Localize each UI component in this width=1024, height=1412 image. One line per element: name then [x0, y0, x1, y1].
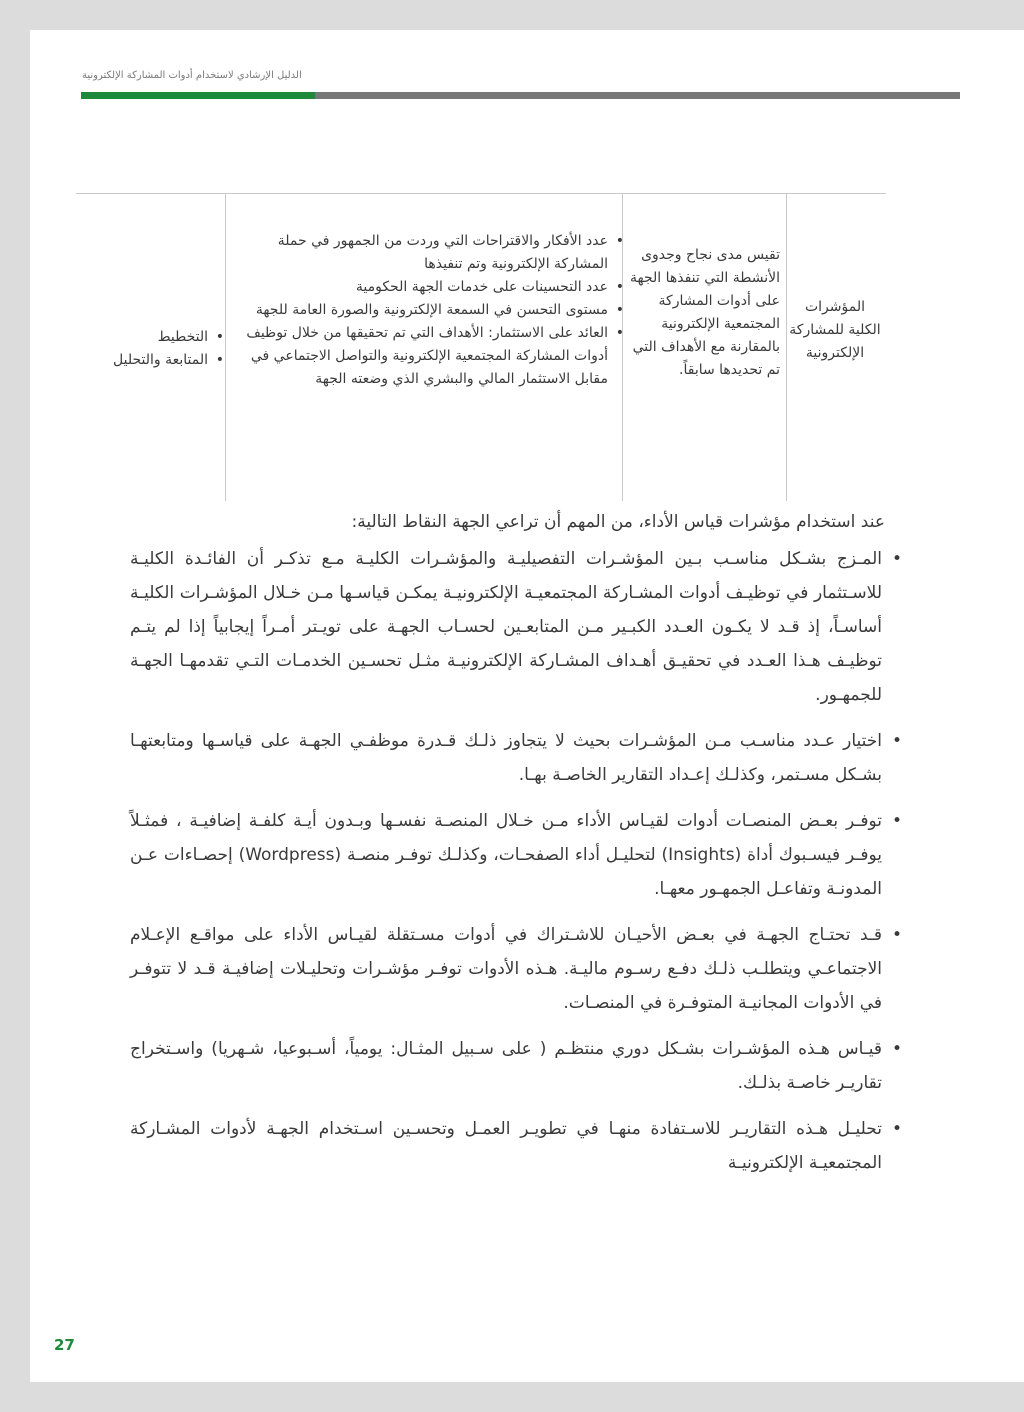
metric-item: • عدد الأفكار والاقتراحات التي وردت من الجمهور في حملة المشاركة الإلكترونية وتم تنفيذها [228, 230, 608, 276]
guideline-item: • قـد تحتـاج الجهـة في بعـض الأحيـان للاشـتراك في أدوات مسـتقلة لقيـاس الأداء على مواقـع الإعـلام الاجتماعـي ويتطلـب ذلـك دفـع رسـوم ماليـة. هـذه الأدوات توفـر مؤشـرات وتحليـلات إضافيـة قـد لا تتوفـر في الأدوات المجانيـة المتوفـرة في المنصـات. [130, 918, 882, 1020]
guideline-item: • المـزج بشـكل مناسـب بـين المؤشـرات التفصيليـة والمؤشـرات الكليـة مـع تذكـر أن الفائـدة الكليـة للاسـتثمار في توظيـف أدوات المشـاركة المجتمعيـة الإلكترونيـة يمكـن قياسـها مـن خـلال المؤشـرات الكليـة أساسـاً، إذ قـد لا يكـون العـدد الكبـير مـن المتابعـين لحسـاب الجهـة على تويـتر أمـراً إيجابياً إذا لم يتـم توظيـف هـذا العـدد في تحقيـق أهـداف المشـاركة الإلكترونيـة مثـل تحسـين الخدمـات التـي تقدمهـا الجهـة للجمهـور. [130, 542, 882, 712]
table-divider [786, 194, 787, 501]
guideline-item: • اختيار عـدد مناسـب مـن المؤشـرات بحيث لا يتجاوز ذلـك قـدرة موظفـي الجهـة على قياسـها ومتابعتهـا بشـكل مسـتمر، وكذلـك إعـداد التقارير الخاصـة بهـا. [130, 724, 882, 792]
metrics-list [228, 230, 626, 391]
guideline-item: • قيـاس هـذه المؤشـرات بشـكل دوري منتظـم ( على سـبيل المثـال: يومياً، أسـبوعيا، شـهريا) واسـتخراج تقاريـر خاصـة بذلـك. [130, 1032, 882, 1100]
page-number: 27 [54, 1336, 75, 1354]
tools-list [70, 326, 226, 372]
guideline-item: • توفـر بعـض المنصـات أدوات لقيـاس الأداء مـن خـلال المنصـة نفسـها وبـدون أيـة كلفـة إضافيـة ، فمثـلاً يوفـر فيسـبوك أداة (Insights) لتحليـل أداء الصفحـات، وكذلـك توفـر منصـة (Wordpress) إحصـاءات عـن المدونـة وتفاعـل الجمهـور معهـا. [130, 804, 882, 906]
guideline-item: • تحليـل هـذه التقاريـر للاسـتفادة منهـا في تطويـر العمـل وتحسـين اسـتخدام الجهـة لأدوات المشـاركة المجتمعيـة الإلكترونيـة [130, 1112, 882, 1180]
header-green-bar [81, 92, 338, 99]
document-page [30, 30, 1024, 1382]
metric-item: • عدد التحسينات على خدمات الجهة الحكومية [228, 276, 608, 299]
table-top-border [76, 193, 886, 194]
table-description-cell: تقيس مدى نجاح وجدوى الأنشطة التي تنفذها الجهة على أدوات المشاركة المجتمعية الإلكترونية بالمقارنة مع الأهداف التي تم تحديدها سابقاً. [629, 247, 780, 378]
metric-item: • العائد على الاستثمار: الأهداف التي تم تحقيقها من خلال توظيف أدوات المشاركة المجتمعية الإلكترونية والتواصل الاجتماعي في مقابل الاستثمار المالي والبشري الذي وضعته الجهة [228, 322, 608, 391]
header-title: الدليل الإرشادي لاستخدام أدوات المشاركة الإلكترونية [82, 70, 302, 81]
table-indicator-cell: المؤشرات الكلية للمشاركة الإلكترونية [789, 299, 881, 361]
intro-paragraph: عند استخدام مؤشرات قياس الأداء، من المهم أن تراعي الجهة النقاط التالية: [351, 512, 885, 532]
table-tools-cell [70, 326, 226, 372]
metric-item: • مستوى التحسن في السمعة الإلكترونية والصورة العامة للجهة [228, 299, 608, 322]
guidelines-list [130, 542, 902, 1192]
tool-item: • التخطيط [70, 326, 208, 349]
table-metrics-cell [228, 230, 626, 391]
header-gray-bar [315, 92, 960, 99]
tool-item: • المتابعة والتحليل [70, 349, 208, 372]
